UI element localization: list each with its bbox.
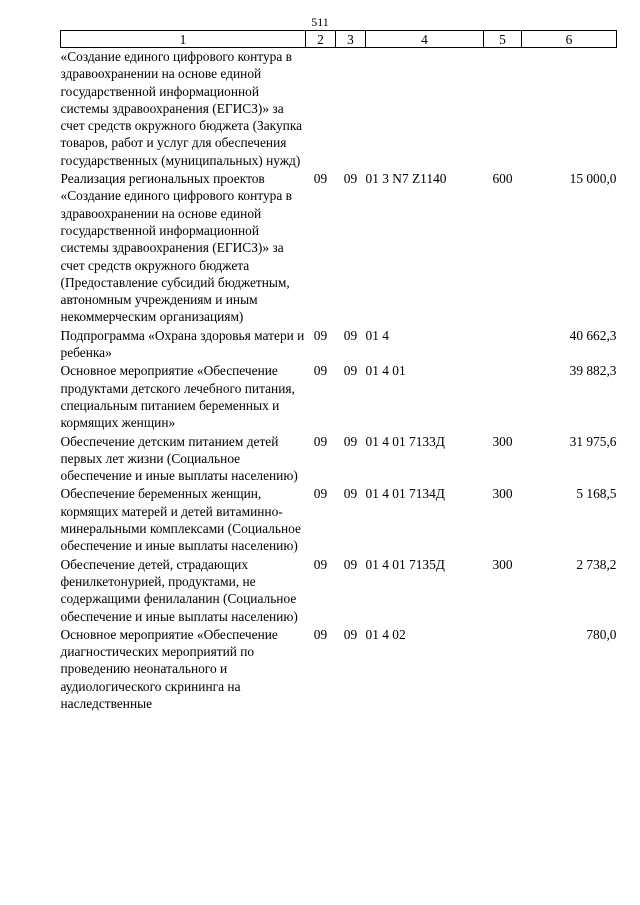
row-target-article: 01 4 01 7135Д [365,556,445,572]
row-expense-type: 300 [492,486,513,502]
row-subsection: 09 [343,433,358,449]
table-row [61,433,617,486]
table-row [61,48,617,171]
row-amount [522,48,617,171]
row-target-article [366,48,484,171]
row-expense-type [484,48,522,171]
table-row [61,485,617,555]
table-body [61,48,617,714]
row-section [306,48,336,171]
column-header-2: 2 [306,31,336,48]
row-name: Обеспечение детским питанием детей первых лет жизни (Социальное обеспечение и иные выплаты населению) [60,433,298,484]
row-subsection: 09 [343,171,358,187]
row-target-article: 01 3 N7 Z1140 [365,171,447,187]
row-target-article: 01 4 [365,327,389,343]
table-row [61,362,617,432]
row-subsection: 09 [343,327,358,343]
row-expense-type [484,362,522,432]
row-amount: 31 975,6 [569,433,617,449]
table-row [61,556,617,626]
row-section: 09 [313,363,328,379]
row-amount: 15 000,0 [569,171,617,187]
row-section: 09 [313,626,328,642]
row-section: 09 [313,486,328,502]
column-header-5: 5 [484,31,522,48]
column-header-6: 6 [522,31,617,48]
row-name: Обеспечение детей, страдающих фенилкетонурией, продуктами, не содержащими фенилаланин (Социальное обеспечение и иные выплаты населению) [60,556,298,624]
row-amount: 39 882,3 [569,363,617,379]
row-amount: 5 168,5 [576,486,617,502]
row-subsection: 09 [343,626,358,642]
page-number: 511 [311,15,329,29]
budget-table [60,30,617,713]
row-section: 09 [313,433,328,449]
row-name: Подпрограмма «Охрана здоровья матери и ребенка» [60,327,305,361]
column-header-4: 4 [366,31,484,48]
row-target-article: 01 4 01 [365,363,406,379]
row-name: Обеспечение беременных женщин, кормящих матерей и детей витаминно-минеральными комплексами (Социальное обеспечение и иные выплаты населению) [60,486,301,554]
row-section: 09 [313,556,328,572]
table-row [61,170,617,327]
row-subsection: 09 [343,363,358,379]
row-target-article: 01 4 02 [365,626,406,642]
row-subsection: 09 [343,556,358,572]
row-section: 09 [313,171,328,187]
row-expense-type [484,626,522,713]
column-header-3: 3 [336,31,366,48]
row-expense-type [484,327,522,363]
row-amount: 780,0 [586,626,617,642]
row-name: Основное мероприятие «Обеспечение продуктами детского лечебного питания, специальным питанием беременных и кормящих женщин» [60,363,295,431]
row-section: 09 [313,327,328,343]
row-name: Реализация региональных проектов «Создание единого цифрового контура в здравоохранении на основе единой государственной информационной системы здравоохранения (ЕГИСЗ)» за счет средств окружного бюджета (Предоставление субсидий бюджетным, автономным учреждениям и иным некоммерческим организациям) [60,171,292,325]
table-row [61,626,617,713]
row-expense-type: 600 [492,171,513,187]
column-header-1: 1 [61,31,306,48]
row-subsection [336,48,366,171]
row-amount: 2 738,2 [576,556,617,572]
table-header-row [61,31,617,48]
row-target-article: 01 4 01 7134Д [365,486,445,502]
row-amount: 40 662,3 [569,327,617,343]
row-name: Основное мероприятие «Обеспечение диагностических мероприятий по проведению неонатального и аудиологического скрининга на наследственные [60,626,278,711]
row-expense-type: 300 [492,433,513,449]
row-name: «Создание единого цифрового контура в здравоохранении на основе единой государственной информационной системы здравоохранения (ЕГИСЗ)» за счет средств окружного бюджета (Закупка товаров, работ и услуг для обеспечения государственных (муниципальных) нужд) [60,49,303,168]
row-expense-type: 300 [492,556,513,572]
table-row [61,327,617,363]
row-target-article: 01 4 01 7133Д [365,433,445,449]
row-subsection: 09 [343,486,358,502]
